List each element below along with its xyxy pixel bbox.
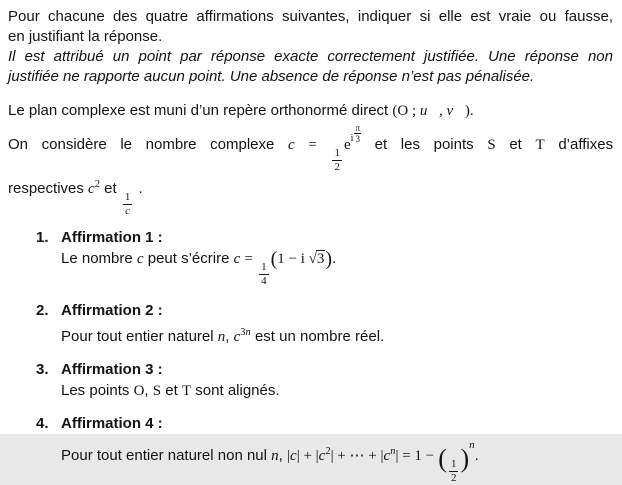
point-S: S <box>487 137 496 153</box>
formula-c-definition <box>288 123 361 173</box>
right-paren: ) <box>460 444 470 473</box>
setup-text: On considère le nombre complexe <box>8 136 275 153</box>
point-T: T <box>535 137 545 153</box>
setup-text: et <box>104 180 117 197</box>
statement-text: Le nombre <box>61 250 133 267</box>
fraction-one-quarter: $\frac{1}{4}$ <box>261 261 267 287</box>
intro-paragraph <box>8 7 613 87</box>
statement-text: Les points <box>61 382 130 399</box>
radicand-3: 3 <box>316 251 325 267</box>
var-c: c <box>233 251 241 267</box>
affirmation-item-1 <box>36 228 613 288</box>
point-O-comma: O, <box>133 382 149 399</box>
intro-line: Pour chacune des quatre affirmations suivantes, indiquer si elle est vraie ou fausse, <box>8 8 613 25</box>
affirmation-statement <box>61 381 613 401</box>
item-body <box>61 301 613 347</box>
left-paren: ( <box>270 248 278 270</box>
affirmation-title: Affirmation 1 : <box>61 229 163 246</box>
var-n-comma: n, <box>217 328 230 345</box>
setup-text: d’affixes <box>558 136 614 153</box>
statement-text: Pour tout entier naturel <box>61 328 214 345</box>
statement-text: et <box>165 382 178 399</box>
equals-sign: = <box>244 251 253 267</box>
setup-text: respectives <box>8 180 84 197</box>
exponent-n: n <box>469 439 475 451</box>
item-number: 3. <box>36 361 49 378</box>
equals-sign: = <box>308 137 317 153</box>
item-number: 4. <box>36 415 49 432</box>
sqrt-sign: √ <box>308 251 317 267</box>
statement-text: peut s’écrire <box>147 250 230 267</box>
statement-text: est un nombre réel. <box>254 328 385 345</box>
affirmation-item-4 <box>36 414 613 485</box>
point-S: S <box>152 383 162 399</box>
item-number: 1. <box>36 229 49 246</box>
formula-modulus-sum: $|c| + |c^2|$ + ⋯ + $|c^n| = 1$ − ( $\frac{1}{2}$ )$^n$. <box>287 439 479 484</box>
expression-1-minus-i: 1 − i <box>277 251 309 267</box>
orthonormal-frame-notation <box>392 102 473 119</box>
point-T: T <box>181 383 192 399</box>
fraction-one-over-c: $\frac{1}{c}$ <box>124 191 131 217</box>
scoring-note-line: justifiée ne rapporte aucun point. Une absence de réponse n’est pas pénalisée. <box>8 68 535 85</box>
intro-line: en justifiant la réponse. <box>8 28 163 45</box>
item-number: 2. <box>36 302 49 319</box>
c-squared: $c^2$ <box>88 179 100 197</box>
setup-line-frame <box>8 101 613 121</box>
affirmation-title: Affirmation 2 : <box>61 302 163 319</box>
frame-open: (O ; <box>392 103 420 119</box>
item-body <box>61 360 613 401</box>
c-power-3n: $c^{3n}$ <box>233 327 251 345</box>
left-paren: ( <box>438 444 447 473</box>
euler-e: e <box>343 137 351 153</box>
period: . <box>138 180 143 197</box>
affirmation-item-3 <box>36 360 613 401</box>
formula-c-algebraic <box>233 248 337 287</box>
fraction-pi-over-3: $\frac{\pi}{3}$ <box>355 123 360 144</box>
var-c: c <box>136 251 144 267</box>
statement-text: sont alignés. <box>195 382 280 399</box>
scoring-note-line: Il est attribué un point par réponse exacte correctement justifiée. Une réponse non <box>8 48 613 65</box>
affirmation-title: Affirmation 4 : <box>61 415 163 432</box>
setup-line-complex <box>8 123 613 174</box>
exponent-i-pi-over-3: i $\frac{\pi}{3}$ <box>350 123 360 144</box>
var-c: c <box>288 137 295 153</box>
affirmation-statement <box>61 249 613 288</box>
affirmation-statement <box>61 435 613 485</box>
frame-vectors: u⃗, v⃗ <box>419 103 465 119</box>
period: . <box>474 447 479 464</box>
affirmation-statement <box>61 322 613 347</box>
setup-text: et les points <box>374 136 474 153</box>
right-paren: ) <box>325 248 333 270</box>
affirmation-title: Affirmation 3 : <box>61 361 163 378</box>
setup-text: Le plan complexe est muni d’un repère orthonormé direct <box>8 102 389 119</box>
setup-text: et <box>509 136 522 153</box>
fraction-one-half: $\frac{1}{2}$ <box>334 147 340 173</box>
item-body <box>61 228 613 288</box>
setup-paragraph <box>8 101 613 218</box>
fraction-one-half: $\frac{1}{2}$ <box>450 458 457 484</box>
var-n-comma: n, <box>271 447 283 464</box>
affirmation-item-2 <box>36 301 613 347</box>
setup-line-affixes <box>8 175 613 218</box>
statement-text: Pour tout entier naturel non nul <box>61 447 267 464</box>
frame-close: ). <box>464 103 474 119</box>
period: . <box>332 250 337 267</box>
item-body <box>61 414 613 485</box>
